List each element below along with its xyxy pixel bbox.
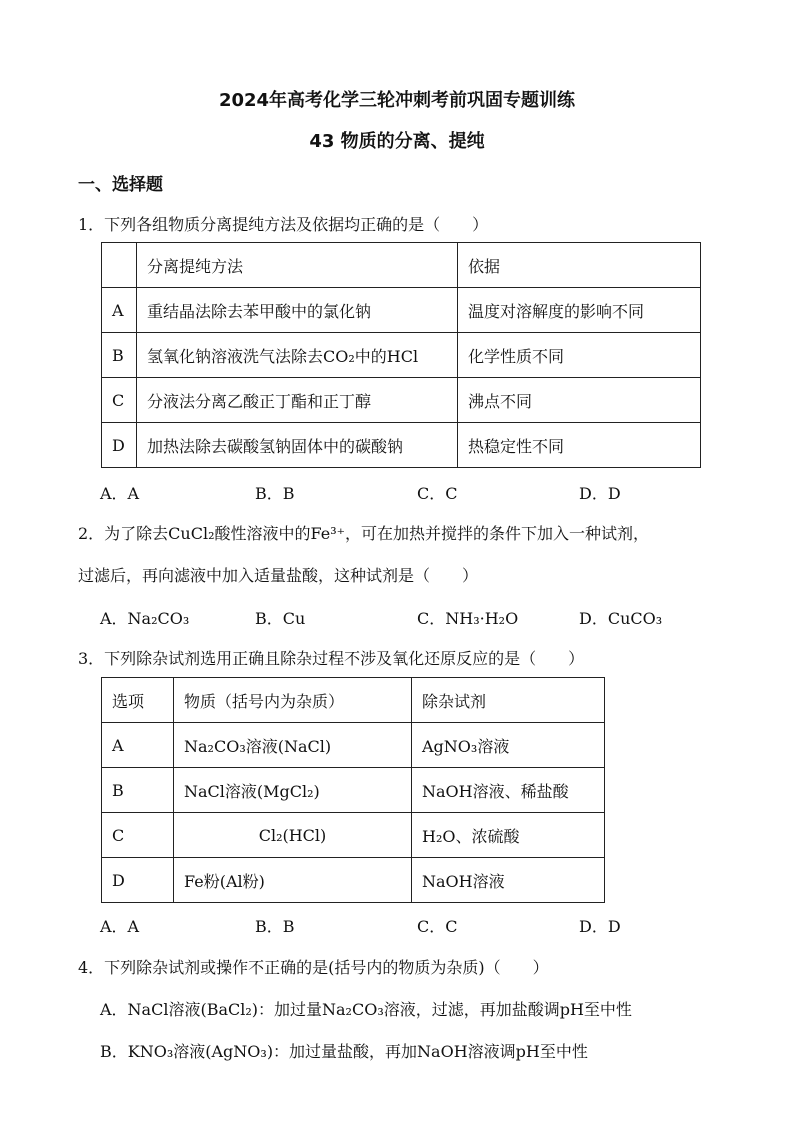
option-c[interactable]: C．NH₃·H₂O — [417, 609, 519, 628]
option-c[interactable]: C．C — [417, 484, 458, 503]
table-header-cell: 选项 — [102, 678, 174, 723]
option-a[interactable]: A．Na₂CO₃ — [100, 609, 190, 628]
table-row — [102, 333, 701, 378]
table-cell: D — [102, 858, 174, 903]
table-row — [102, 768, 605, 813]
section-heading: 一、选择题 — [78, 175, 163, 195]
question-1-table — [101, 242, 701, 468]
table-cell: D — [102, 423, 137, 468]
question-1-options — [100, 481, 740, 505]
table-row — [102, 858, 605, 903]
document-subtitle: 43 物质的分离、提纯 — [309, 131, 485, 152]
table-cell: 温度对溶解度的影响不同 — [458, 288, 701, 333]
table-row — [102, 723, 605, 768]
table-cell: B — [102, 333, 137, 378]
question-1-stem: 1．下列各组物质分离提纯方法及依据均正确的是（ ） — [78, 215, 489, 234]
table-cell: 加热法除去碳酸氢钠固体中的碳酸钠 — [137, 423, 458, 468]
option-d[interactable]: D．D — [579, 917, 621, 936]
table-cell: 化学性质不同 — [458, 333, 701, 378]
question-3-stem: 3．下列除杂试剂选用正确且除杂过程不涉及氧化还原反应的是（ ） — [78, 649, 585, 668]
table-header-row — [102, 678, 605, 723]
table-cell: 氢氧化钠溶液洗气法除去CO₂中的HCl — [137, 333, 458, 378]
question-3-table — [101, 677, 605, 903]
document-title: 2024年高考化学三轮冲刺考前巩固专题训练 — [218, 90, 576, 111]
question-4-stem: 4．下列除杂试剂或操作不正确的是(括号内的物质为杂质)（ ） — [78, 958, 549, 977]
option-a[interactable]: A．NaCl溶液(BaCl₂)：加过量Na₂CO₃溶液，过滤，再加盐酸调pH至中性 — [100, 1000, 632, 1019]
table-cell: C — [102, 378, 137, 423]
table-header-row — [102, 243, 701, 288]
table-header-cell: 除杂试剂 — [412, 678, 605, 723]
table-cell: NaOH溶液 — [412, 858, 605, 903]
table-header-cell — [102, 243, 137, 288]
question-2-options — [100, 606, 740, 630]
table-cell: H₂O、浓硫酸 — [412, 813, 605, 858]
table-header-cell: 分离提纯方法 — [137, 243, 458, 288]
table-cell: Fe粉(Al粉) — [174, 858, 412, 903]
table-header-cell: 依据 — [458, 243, 701, 288]
table-cell: NaCl溶液(MgCl₂) — [174, 768, 412, 813]
table-cell: B — [102, 768, 174, 813]
option-b[interactable]: B．B — [255, 484, 295, 503]
table-cell: 重结晶法除去苯甲酸中的氯化钠 — [137, 288, 458, 333]
table-header-cell: 物质（括号内为杂质） — [174, 678, 412, 723]
table-row — [102, 813, 605, 858]
option-a[interactable]: A．A — [100, 484, 140, 503]
option-d[interactable]: D．CuCO₃ — [579, 609, 663, 628]
table-cell: Na₂CO₃溶液(NaCl) — [174, 723, 412, 768]
question-2-stem-line2: 过滤后，再向滤液中加入适量盐酸，这种试剂是（ ） — [78, 566, 479, 585]
table-row — [102, 378, 701, 423]
option-d[interactable]: D．D — [579, 484, 621, 503]
option-a[interactable]: A．A — [100, 917, 140, 936]
option-c[interactable]: C．C — [417, 917, 458, 936]
option-b[interactable]: B．KNO₃溶液(AgNO₃)：加过量盐酸，再加NaOH溶液调pH至中性 — [100, 1042, 588, 1061]
option-b[interactable]: B．Cu — [255, 609, 306, 628]
option-b[interactable]: B．B — [255, 917, 295, 936]
question-2-stem-line1: 2．为了除去CuCl₂酸性溶液中的Fe³⁺，可在加热并搅拌的条件下加入一种试剂， — [78, 524, 650, 543]
table-cell: 沸点不同 — [458, 378, 701, 423]
table-cell: C — [102, 813, 174, 858]
table-cell: Cl₂(HCl) — [174, 813, 412, 858]
table-cell: NaOH溶液、稀盐酸 — [412, 768, 605, 813]
table-cell: AgNO₃溶液 — [412, 723, 605, 768]
table-cell: A — [102, 288, 137, 333]
table-row — [102, 288, 701, 333]
question-3-options — [100, 914, 740, 938]
table-cell: 热稳定性不同 — [458, 423, 701, 468]
table-cell: A — [102, 723, 174, 768]
table-row — [102, 423, 701, 468]
table-cell: 分液法分离乙酸正丁酯和正丁醇 — [137, 378, 458, 423]
